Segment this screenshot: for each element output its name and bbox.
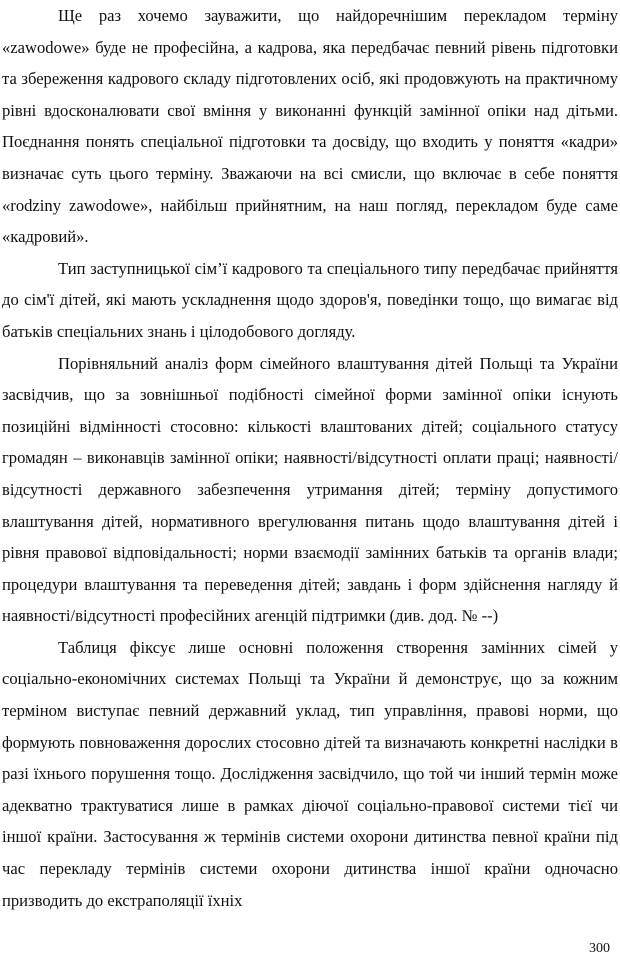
body-text (2, 0, 618, 916)
paragraph-3: Порівняльний аналіз форм сімейного влаштування дітей Польщі та України засвідчив, що за зовнішньої подібності сімейної форми замінної опіки існують позиційні відмінності стосовно: кількості влаштованих дітей; соціального статусу громадян – виконавців замінної опіки; наявності/відсутності оплати праці; наявності/відсутності державного забезпечення утримання дітей; терміну допустимого влаштування дітей, нормативного врегулювання питань щодо влаштування дітей і рівня правової відповідальності; норми взаємодії замінних батьків та органів влади; процедури влаштування та переведення дітей; завдань і форм здійснення нагляду й наявності/відсутності професійних агенцій підтримки (див. дод. № --) (2, 353, 618, 626)
page-number: 300 (589, 941, 610, 956)
paragraph-2: Тип заступницької сім’ї кадрового та спеціального типу передбачає прийняття до сім'ї дітей, які мають ускладнення щодо здоров'я, поведінки тощо, що вимагає від батьків спеціальних знань і цілодобового догляду. (2, 258, 618, 341)
paragraph-1: Ще раз хочемо зауважити, що найдоречнішим перекладом терміну «zawodowe» буде не професійна, а кадрова, яка передбачає певний рівень підготовки та збереження кадрового складу підготовлених осіб, які продовжують на практичному рівні вдосконалювати свої вміння у виконанні функцій замінної опіки над дітьми. Поєднання понять спеціальної підготовки та досвіду, що входить у поняття «кадри» визначає суть цього терміну. Зважаючи на всі смисли, що включає в себе поняття «rodziny zawodowe», найбільш прийнятним, на наш погляд, перекладом буде саме «кадровий». (2, 6, 618, 247)
paragraph-4: Таблиця фіксує лише основні положення створення замінних сімей у соціально-економічних системах Польщі та України й демонструє, що за кожним терміном виступає певний державний уклад, тип управління, правові норми, що формують повноваження дорослих стосовно дітей та визначають конкретні наслідки в разі їхнього порушення тощо. Дослідження засвідчило, що той чи інший термін може адекватно трактуватися лише в рамках діючої соціально-правової системи тієї чи іншої країни. Застосування ж термінів системи охорони дитинства певної країни під час перекладу термінів системи охорони дитинства іншої країни одночасно призводить до екстраполяції їхніх (2, 637, 618, 910)
